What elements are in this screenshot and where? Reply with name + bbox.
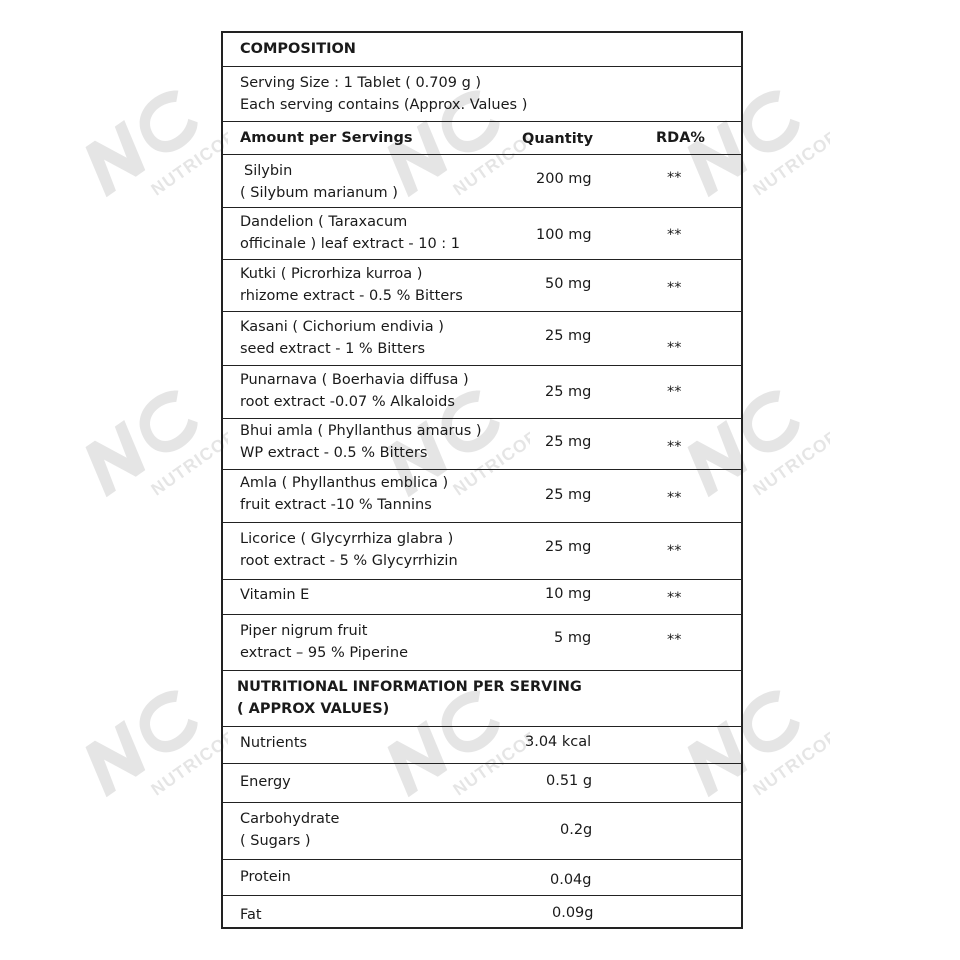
ingredient-row: [223, 418, 741, 469]
nutrition-title-row: [223, 670, 741, 726]
ingredient-row: [223, 469, 741, 522]
nutrient-name: Energy: [240, 774, 291, 790]
ingredient-row: [223, 311, 741, 365]
ingredient-rda: **: [667, 227, 682, 243]
ingredient-name: Licorice ( Glycyrrhiza glabra ): [240, 531, 454, 547]
ingredient-name: Vitamin E: [240, 587, 310, 603]
nutrient-value: 0.04g: [550, 872, 592, 888]
nutrient-name: Carbohydrate: [240, 811, 340, 827]
nutrition-row: [223, 802, 741, 859]
ingredient-row: [223, 365, 741, 418]
ingredient-row: [223, 259, 741, 311]
nutrient-value: 0.2g: [560, 822, 593, 838]
header-rda: RDA%: [656, 130, 705, 146]
watermark-logo-icon: [78, 370, 228, 520]
ingredient-quantity: 25 mg: [545, 487, 592, 503]
ingredient-name: Silybin: [244, 163, 293, 179]
composition-header-row: [223, 121, 741, 154]
nutrient-value: 0.09g: [552, 905, 594, 921]
ingredient-name: Piper nigrum fruit: [240, 623, 368, 639]
ingredient-rda: **: [667, 280, 682, 296]
ingredient-name: Punarnava ( Boerhavia diffusa ): [240, 372, 469, 388]
serving-note: Each serving contains (Approx. Values ): [240, 97, 528, 113]
ingredient-row: [223, 522, 741, 579]
ingredient-rda: **: [667, 632, 682, 648]
ingredient-quantity: 200 mg: [536, 171, 592, 187]
nutrition-title: NUTRITIONAL INFORMATION PER SERVING: [237, 679, 582, 695]
ingredient-source: officinale ) leaf extract - 10 : 1: [240, 236, 461, 252]
ingredient-source: extract – 95 % Piperine: [240, 645, 409, 661]
ingredient-rda: **: [667, 340, 682, 356]
composition-title-row: [223, 33, 741, 66]
ingredient-name: Amla ( Phyllanthus emblica ): [240, 475, 449, 491]
nutrient-name: Fat: [240, 907, 262, 923]
ingredient-rda: **: [667, 170, 682, 186]
ingredient-source: seed extract - 1 % Bitters: [240, 341, 426, 357]
ingredient-rda: **: [667, 490, 682, 506]
watermark-logo-icon: [78, 70, 228, 220]
nutrient-name: Protein: [240, 869, 291, 885]
nutrition-row: [223, 859, 741, 895]
composition-title: COMPOSITION: [240, 41, 356, 57]
ingredient-quantity: 25 mg: [545, 328, 592, 344]
ingredient-rda: **: [667, 439, 682, 455]
ingredient-rda: **: [667, 590, 682, 606]
ingredient-quantity: 25 mg: [545, 384, 592, 400]
ingredient-rda: **: [667, 384, 682, 400]
ingredient-rda: **: [667, 543, 682, 559]
ingredient-source: root extract -0.07 % Alkaloids: [240, 394, 455, 410]
serving-size: Serving Size : 1 Tablet ( 0.709 g ): [240, 75, 482, 91]
ingredient-quantity: 10 mg: [545, 586, 592, 602]
nutrient-value: 0.51 g: [546, 773, 593, 789]
ingredient-name: Kasani ( Cichorium endivia ): [240, 319, 444, 335]
ingredient-name: Kutki ( Picrorhiza kurroa ): [240, 266, 423, 282]
nutrient-subname: ( Sugars ): [240, 833, 311, 849]
ingredient-quantity: 25 mg: [545, 434, 592, 450]
composition-table: [221, 31, 743, 929]
ingredient-quantity: 5 mg: [554, 630, 592, 646]
ingredient-row: [223, 614, 741, 670]
ingredient-source: fruit extract -10 % Tannins: [240, 497, 432, 513]
nutrition-row: [223, 726, 741, 763]
ingredient-name: Bhui amla ( Phyllanthus amarus ): [240, 423, 482, 439]
watermark-logo-icon: [78, 670, 228, 820]
ingredient-source: root extract - 5 % Glycyrrhizin: [240, 553, 458, 569]
ingredient-source: WP extract - 0.5 % Bitters: [240, 445, 428, 461]
ingredient-row: [223, 207, 741, 259]
ingredient-source: ( Silybum marianum ): [240, 185, 398, 201]
ingredient-name: Dandelion ( Taraxacum: [240, 214, 408, 230]
nutrition-subtitle: ( APPROX VALUES): [237, 701, 390, 717]
nutrition-row: [223, 895, 741, 929]
ingredient-source: rhizome extract - 0.5 % Bitters: [240, 288, 463, 304]
ingredient-quantity: 50 mg: [545, 276, 592, 292]
ingredient-quantity: 100 mg: [536, 227, 592, 243]
header-quantity: Quantity: [522, 131, 594, 147]
ingredient-row: [223, 579, 741, 614]
ingredient-quantity: 25 mg: [545, 539, 592, 555]
nutrient-value: 3.04 kcal: [525, 734, 592, 750]
ingredient-row: [223, 154, 741, 207]
nutrition-row: [223, 763, 741, 802]
nutrient-name: Nutrients: [240, 735, 308, 751]
header-amount: Amount per Servings: [240, 130, 413, 146]
